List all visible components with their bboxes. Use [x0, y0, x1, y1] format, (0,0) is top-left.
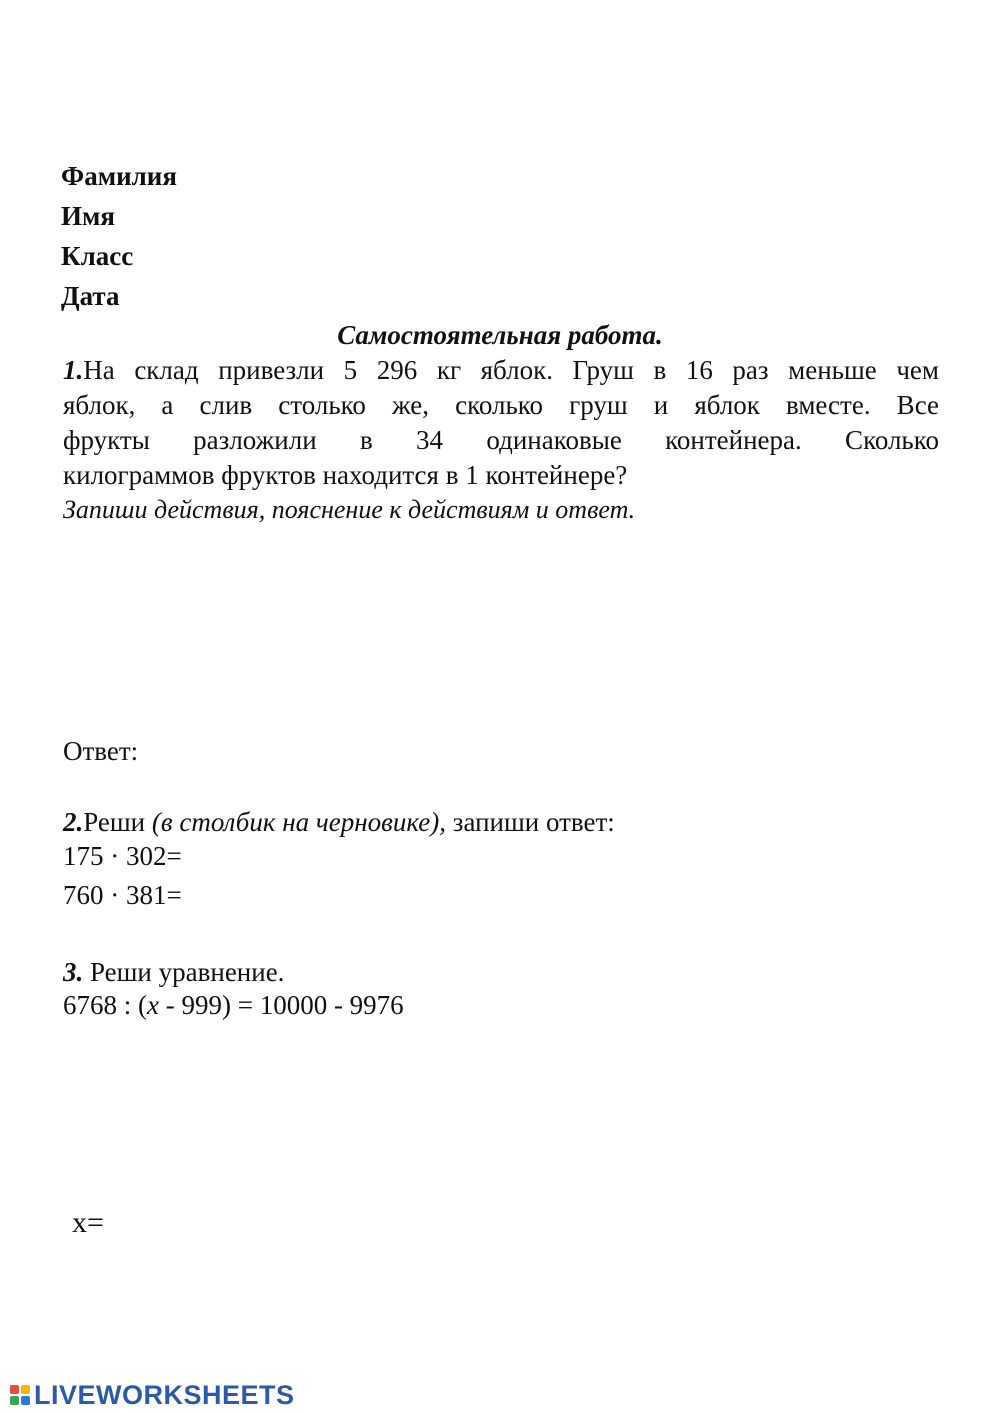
task3-number: 3. [63, 957, 84, 987]
task1-instruction: Запиши действия, пояснение к действиям и ответ. [63, 495, 636, 524]
task2-expression-2: 760 · 381= [63, 880, 182, 910]
class-label: Класс [61, 241, 134, 271]
date-input[interactable] [135, 280, 439, 314]
task1-solution-area[interactable] [63, 535, 937, 724]
task2-answer-1-input[interactable] [205, 839, 459, 875]
worksheet-title: Самостоятельная работа. [337, 320, 663, 350]
task3-x-label: x= [72, 1206, 104, 1239]
task1-line-3: фрукты разложили в 34 одинаковые контейнера. Сколько [63, 425, 939, 455]
liveworksheets-logo [10, 1378, 295, 1412]
task2-text: 2.Реши (в столбик на черновике), запиши ответ: [63, 807, 615, 837]
task3-solution-area[interactable] [63, 1035, 937, 1199]
surname-input[interactable] [200, 160, 704, 194]
task1-line-2: яблок, а слив столько же, сколько груш и яблок вместе. Все [63, 390, 939, 420]
task1-line-4: килограммов фруктов находится в 1 контейнере? [63, 460, 628, 490]
task1-line-1: 1.На склад привезли 5 296 кг яблок. Груш в 16 раз меньше чем [63, 355, 939, 385]
date-label: Дата [61, 281, 120, 311]
liveworksheets-logo-text: LIVEWORKSHEETS [34, 1379, 295, 1410]
task1-answer-label: Ответ: [63, 736, 139, 766]
task2-answer-2-input[interactable] [205, 878, 459, 914]
name-input[interactable] [130, 200, 634, 234]
class-input[interactable] [150, 240, 454, 274]
task1-answer-input[interactable] [160, 734, 664, 770]
task2-number: 2. [63, 807, 84, 837]
liveworksheets-logo-mark [10, 1385, 30, 1405]
task1-text [63, 353, 939, 493]
task3-equation: 6768 : (x - 999) = 10000 - 9976 [63, 990, 404, 1020]
task1-number: 1. [63, 355, 84, 385]
task2-expression-1: 175 · 302= [63, 841, 182, 871]
name-label: Имя [61, 201, 115, 231]
task3-x-input[interactable] [115, 1206, 369, 1244]
task3-text: 3. Реши уравнение. [63, 957, 285, 987]
surname-label: Фамилия [61, 161, 177, 191]
